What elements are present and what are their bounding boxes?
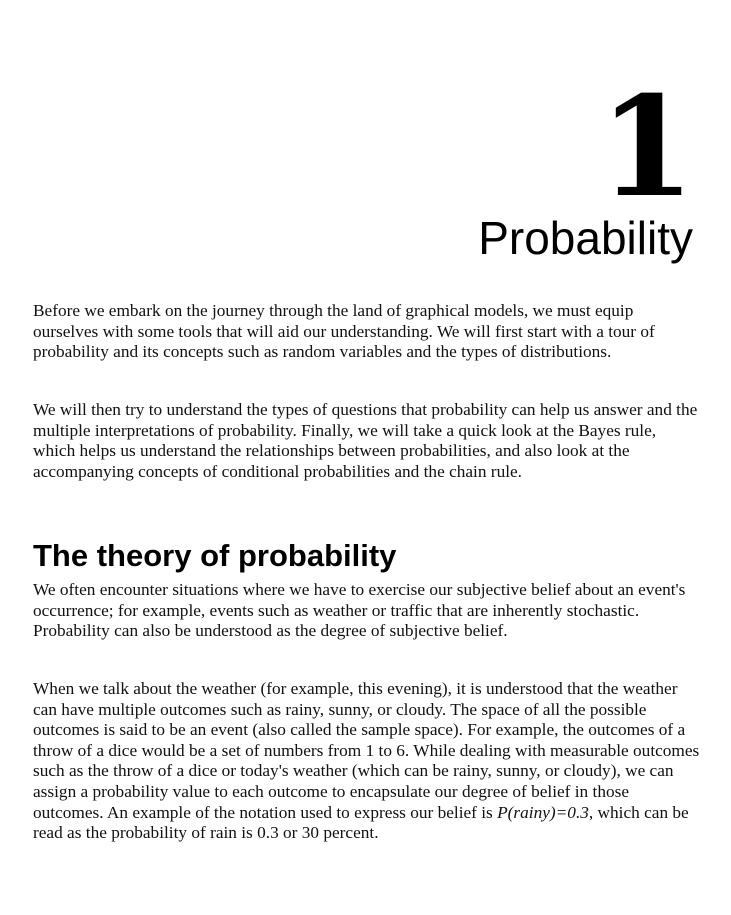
- section-heading: The theory of probability: [33, 538, 397, 573]
- section-paragraph-1: We often encounter situations where we have to exercise our subjective belief about an event's occurrence; for example, events such as weather or traffic that are inherently stochastic. Probability can also be understood as the degree of subjective belief.: [33, 580, 686, 641]
- chapter-number: 1: [598, 65, 693, 228]
- intro-paragraph-2: We will then try to understand the types of questions that probability can help us answer and the multiple interpretations of probability. Finally, we will take a quick look at the Bayes rule, which helps us understand the relationships between probabilities, and also look at the accompanying concepts of conditional probabilities and the chain rule.: [33, 400, 698, 481]
- probability-notation: P(rainy)=0.3: [497, 802, 589, 822]
- paragraph-text-after-math: , which can be read as the probability of rain is 0.3 or 30 percent.: [33, 802, 689, 843]
- paragraph-text-before-math: When we talk about the weather (for example, this evening), it is understood that the weather can have multiple outcomes such as rainy, sunny, or cloudy. The space of all the possible outcomes is said to be an event (also called the sample space). For example, the outcomes of a throw of a dice would be a set of numbers from 1 to 6. While dealing with measurable outcomes such as the throw of a dice or today's weather (which can be rainy, sunny, or cloudy), we can assign a probability value to each outcome to encapsulate our degree of belief in those outcomes. An example of the notation used to express our belief is: [33, 679, 700, 822]
- section-paragraph-2: [33, 679, 701, 844]
- chapter-title: Probability: [478, 212, 693, 264]
- intro-paragraph-1: Before we embark on the journey through the land of graphical models, we must equip ourselves with some tools that will aid our understanding. We will first start with a tour of probability and its concepts such as random variables and the types of distributions.: [33, 301, 655, 362]
